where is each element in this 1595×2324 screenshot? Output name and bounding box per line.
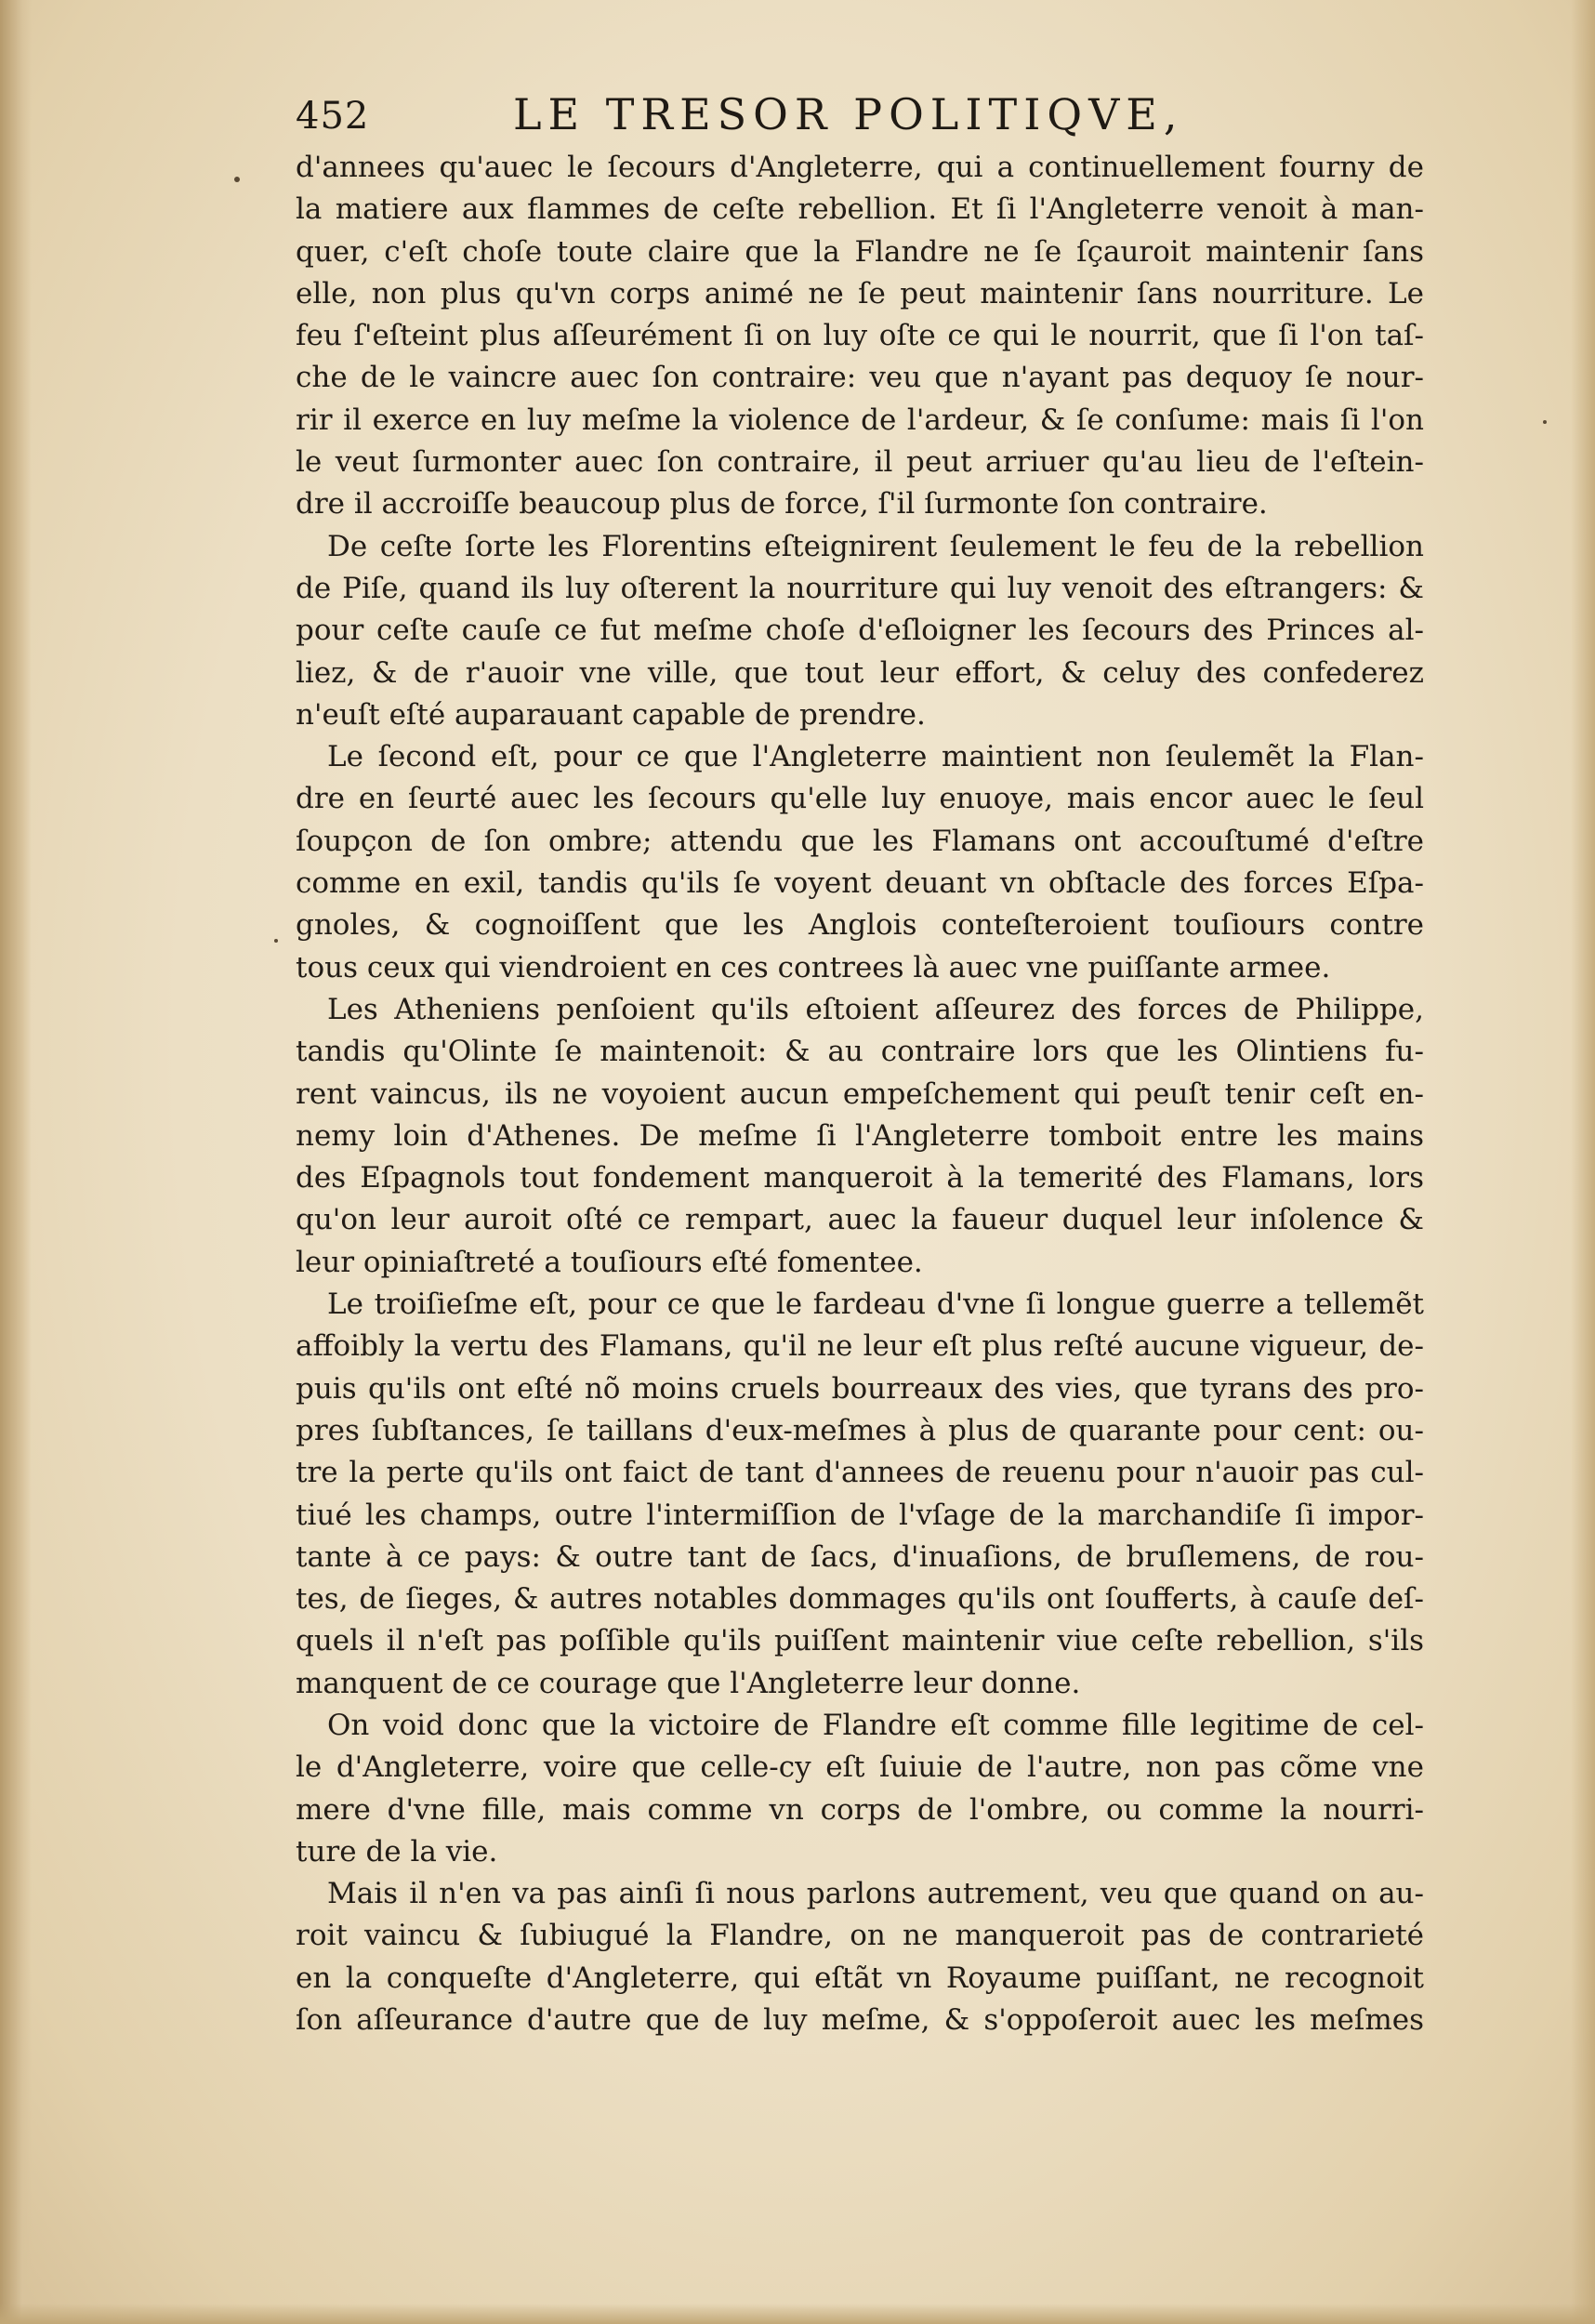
- ink-speck: [274, 939, 278, 943]
- ink-speck: [234, 177, 240, 182]
- text-line: ſoupçon de ſon ombre; attendu que les Flamans ont accouſtumé d'eſtre: [296, 824, 1424, 858]
- text-line: che de le vaincre auec ſon contraire: veu que n'ayant pas dequoy ſe nour-: [296, 361, 1424, 395]
- text-line: pour ceſte cauſe ce fut meſme choſe d'eſloigner les ſecours des Princes al-: [296, 614, 1424, 648]
- text-line: puis qu'ils ont eſté nõ moins cruels bourreaux des vies, que tyrans des pro-: [296, 1371, 1424, 1406]
- text-line: tre la perte qu'ils ont faict de tant d'annees de reuenu pour n'auoir pas cul-: [296, 1456, 1424, 1490]
- text-line: mere d'vne fille, mais comme vn corps de l'ombre, ou comme la nourri-: [296, 1792, 1424, 1827]
- page-shadow-bottom: [0, 2304, 1595, 2324]
- text-line: liez, & de r'auoir vne ville, que tout leur effort, & celuy des confederez: [296, 655, 1424, 690]
- text-line: d'annees qu'auec le ſecours d'Angleterre, qui a continuellement fourny de: [296, 151, 1424, 184]
- page-number: 452: [296, 95, 370, 138]
- text-line: gnoles, & cognoiſſent que les Anglois conteſteroient touſiours contre: [296, 908, 1424, 943]
- ink-speck: [1543, 420, 1547, 424]
- text-line: leur opiniaſtreté a touſiours eſté fomentee.: [296, 1245, 923, 1279]
- text-line: n'euſt eſté auparauant capable de prendre.: [296, 697, 926, 732]
- text-line: nemy loin d'Athenes. De meſme ſi l'Angleterre tomboit entre les mains: [296, 1118, 1424, 1153]
- text-line: tante à ce pays: & outre tant de ſacs, d'inuaſions, de bruſlemens, de rou-: [296, 1539, 1424, 1574]
- text-line: tous ceux qui viendroient en ces contrees là auec vne puiſſante armee.: [296, 950, 1331, 984]
- text-line: feu ſ'eſteint plus aſſeurément ſi on luy oſte ce qui le nourrit, que ſi l'on taſ-: [296, 319, 1424, 353]
- text-line: dre il accroiſſe beaucoup plus de force, ſ'il ſurmonte ſon contraire.: [296, 487, 1268, 522]
- text-line: comme en exil, tandis qu'ils ſe voyent deuant vn obſtacle des forces Eſpa-: [296, 866, 1424, 901]
- page-shadow-left: [0, 0, 32, 2324]
- page-shadow-right: [1571, 0, 1595, 2324]
- text-line: quer, c'eſt choſe toute claire que la Flandre ne ſe ſçauroit maintenir ſans: [296, 234, 1424, 269]
- text-line: Le ſecond eſt, pour ce que l'Angleterre maintient non ſeulemẽt la Flan-: [327, 740, 1424, 774]
- running-title: LE TRESOR POLITIQVE,: [513, 89, 1184, 139]
- text-line: ſon aſſeurance d'autre que de luy meſme, & s'oppoſeroit auec les meſmes: [296, 2003, 1424, 2038]
- text-line: manquent de ce courage que l'Angleterre leur donne.: [296, 1666, 1081, 1700]
- text-line: tiué les champs, outre l'intermiſſion de l'vſage de la marchandiſe ſi impor-: [296, 1498, 1424, 1532]
- text-line: quels il n'eſt pas poſſible qu'ils puiſſent maintenir viue ceſte rebellion, s'ils: [296, 1624, 1424, 1658]
- text-line: elle, non plus qu'vn corps animé ne ſe peut maintenir ſans nourriture. Le: [296, 276, 1424, 310]
- text-line: De ceſte ſorte les Florentins eſteignirent ſeulement le feu de la rebellion: [327, 529, 1424, 563]
- text-line: Les Atheniens penſoient qu'ils eſtoient aſſeurez des forces de Philippe,: [327, 992, 1424, 1026]
- body-text: [296, 147, 1424, 2041]
- running-header: [296, 89, 1448, 145]
- text-line: roit vaincu & ſubiugué la Flandre, on ne manqueroit pas de contrarieté: [296, 1919, 1424, 1953]
- text-line: le veut ſurmonter auec ſon contraire, il peut arriuer qu'au lieu de l'eſtein-: [296, 445, 1424, 480]
- text-line: tes, de ſieges, & autres notables dommages qu'ils ont ſoufferts, à cauſe deſ-: [296, 1582, 1424, 1617]
- text-line: dre en ſeurté auec les ſecours qu'elle luy enuoye, mais encor auec le ſeul: [296, 782, 1424, 816]
- text-line: ture de la vie.: [296, 1834, 498, 1868]
- text-line: de Piſe, quand ils luy oſterent la nourriture qui luy venoit des eſtrangers: &: [296, 571, 1424, 605]
- text-line: la matiere aux flammes de ceſte rebellion. Et ſi l'Angleterre venoit à man-: [296, 192, 1424, 227]
- text-line: pres ſubſtances, ſe taillans d'eux-meſmes à plus de quarante pour cent: ou-: [296, 1413, 1424, 1447]
- text-line: Le troiſieſme eſt, pour ce que le fardeau d'vne ſi longue guerre a tellemẽt: [327, 1287, 1424, 1322]
- text-line: en la conqueſte d'Angleterre, qui eſtãt vn Royaume puiſſant, ne recognoit: [296, 1961, 1424, 1995]
- text-line: On void donc que la victoire de Flandre eſt comme fille legitime de cel-: [327, 1708, 1424, 1742]
- text-line: rir il exerce en luy meſme la violence de l'ardeur, & ſe conſume: mais ſi l'on: [296, 403, 1424, 437]
- text-line: le d'Angleterre, voire que celle-cy eſt ſuiuie de l'autre, non pas cõme vne: [296, 1750, 1424, 1785]
- text-line: rent vaincus, ils ne voyoient aucun empeſchement qui peuſt tenir ceſt en-: [296, 1076, 1424, 1111]
- text-line: Mais il n'en va pas ainſi ſi nous parlons autrement, veu que quand on au-: [327, 1877, 1424, 1911]
- text-line: qu'on leur auroit oſté ce rempart, auec la faueur duquel leur inſolence &: [296, 1203, 1424, 1237]
- text-line: des Eſpagnols tout fondement manqueroit à la temerité des Flamans, lors: [296, 1161, 1424, 1195]
- text-line: affoibly la vertu des Flamans, qu'il ne leur eſt plus reſté aucune vigueur, de-: [296, 1329, 1424, 1364]
- text-line: tandis qu'Olinte ſe maintenoit: & au contraire lors que les Olintiens fu-: [296, 1035, 1424, 1069]
